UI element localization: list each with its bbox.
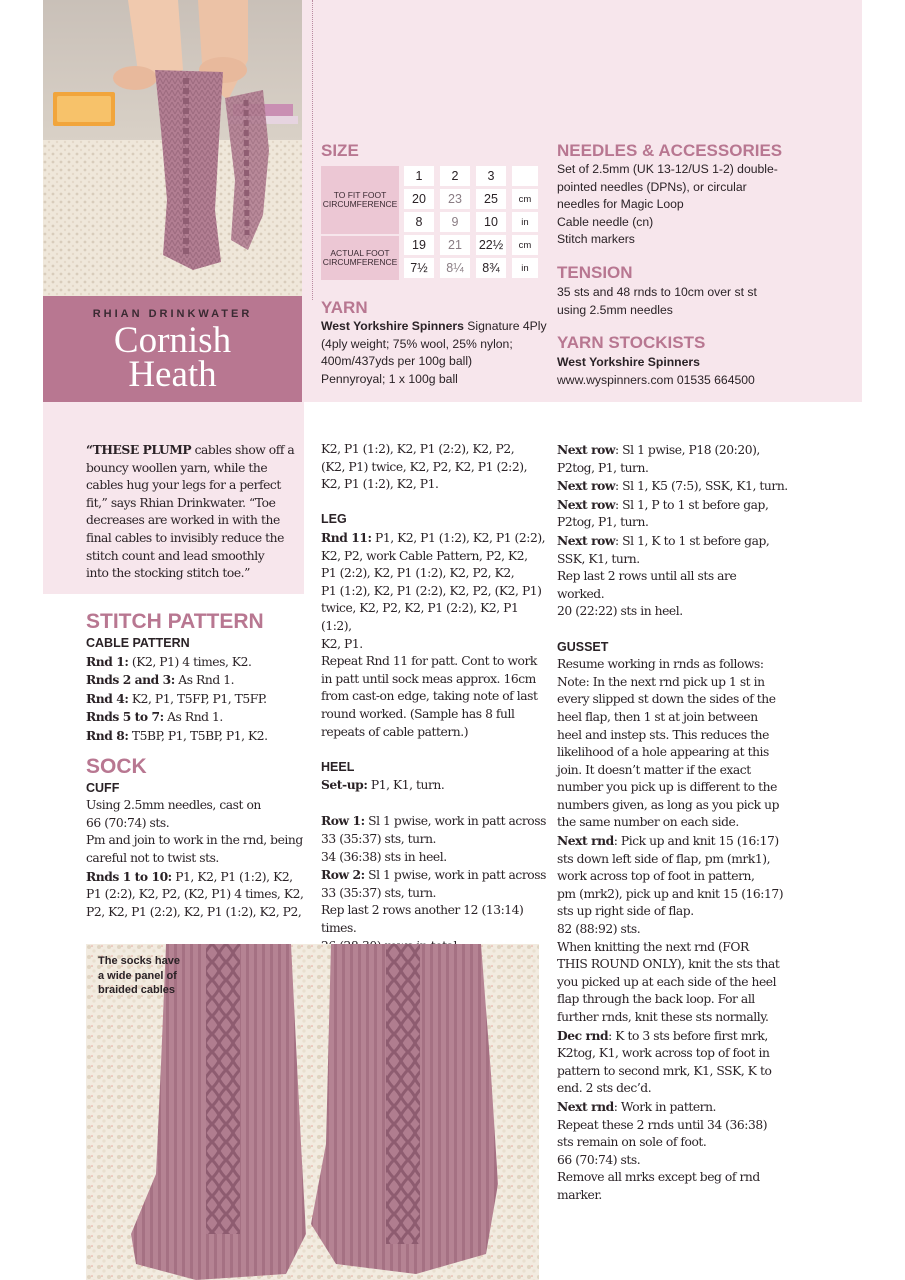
fit-in-1: 8 (404, 212, 434, 232)
unit-blank (512, 166, 538, 186)
tension-heading: TENSION (557, 263, 633, 282)
pattern-title-line1: Cornish (113, 320, 232, 361)
fit-in-3: 10 (476, 212, 506, 232)
top-photo (43, 0, 302, 296)
column-2: K2, P1 (1:2), K2, P1 (2:2), K2, P2, (K2, P1) twice, K2, P2, K2, P1 (2:2), K2, P1 (1:2), K2, P1. LEG Rnd 11: P1, K2, P1 (1:2), K2, P1 (2:2), K2, P2, work Cable Pattern, P2, K2, P1 (2:2), K2, P1 (1:2), K2, P2, K2, P1 (1:2), K2, P1 (2:2), K2, P2, (K2, P1) twice, K2, P2, K2, P1 (2:2), K2, P1 (1:2), K2, P1. Repeat Rnd 11 for patt. Cont to work in patt until sock meas approx. 16cm from cast-on edge, taking note of last round worked. (Sample has 8 full repeats of cable pattern.) HEEL Set-up: P1, K1, turn. Row 1: Sl 1 pwise, work in patt across 33 (35:37) sts, turn. 34 (36:38) sts in heel. Row 2: Sl 1 pwise, work in patt across 33 (35:37) sts, turn. Rep last 2 rows another 12 (13:14) times. (321, 442, 546, 936)
actual-in-1: 7½ (404, 258, 434, 278)
fit-cm-3: 25 (476, 189, 506, 209)
actual-cm-3: 22½ (476, 235, 506, 255)
yarn-heading: YARN (321, 298, 368, 317)
cable-row: Rnd 1: (K2, P1) 4 times, K2. (86, 653, 252, 669)
size-2: 2 (440, 166, 470, 186)
yarn-brand: West Yorkshire Spinners (321, 319, 464, 333)
unit-in-2: in (512, 258, 538, 278)
unit-in: in (512, 212, 538, 232)
stockists-heading: YARN STOCKISTS (557, 333, 706, 352)
sock-heading: SOCK (86, 754, 147, 778)
tension-text: 35 sts and 48 rnds to 10cm over st st using 2.5mm needles (557, 285, 757, 317)
cable-row: Rnds 5 to 7: As Rnd 1. (86, 709, 223, 725)
stockist-name: West Yorkshire Spinners (557, 355, 700, 369)
intro-quote: “THESE PLUMP cables show off a bouncy woollen yarn, while the cables hug your legs for a perfect fit,” says Rhian Drinkwater. “Toe decreases are worked in with the final cables to invisibly reduce the stitch count and lead smoothly into the stocking stitch toe.” (86, 442, 295, 581)
stockist-contact: www.wyspinners.com 01535 664500 (557, 372, 755, 387)
actual-in-2: 8¼ (440, 258, 470, 278)
size-1: 1 (404, 166, 434, 186)
divider-line (312, 0, 313, 300)
needles-list: Set of 2.5mm (UK 13-12/US 1-2) double- pointed needles (DPNs), or circular needles for Magic Loop Cable needle (cn) Stitch markers (557, 162, 778, 246)
photo-caption: The socks have a wide panel of braided cables (98, 955, 180, 996)
cuff-heading: CUFF (86, 780, 120, 795)
fit-in-2: 9 (440, 212, 470, 232)
cable-row: Rnd 4: K2, P1, T5FP, P1, T5FP. (86, 690, 267, 706)
actual-in-3: 8¾ (476, 258, 506, 278)
stitch-pattern-heading: STITCH PATTERN (86, 610, 264, 633)
unit-cm-2: cm (512, 235, 538, 255)
fit-label: TO FIT FOOT CIRCUMFERENCE (321, 166, 399, 234)
size-3: 3 (476, 166, 506, 186)
actual-cm-2: 21 (440, 235, 470, 255)
cable-row: Rnds 2 and 3: As Rnd 1. (86, 672, 235, 688)
needles-heading: NEEDLES & ACCESSORIES (557, 141, 783, 160)
title-block (43, 296, 302, 402)
cable-row: Rnd 8: T5BP, P1, T5BP, P1, K2. (86, 727, 268, 743)
fit-cm-2: 23 (440, 189, 470, 209)
fit-cm-1: 20 (404, 189, 434, 209)
yarn-details: West Yorkshire Spinners Signature 4Ply (4ply weight; 75% wool, 25% nylon; 400m/437yds per 100g ball) Pennyroyal; 1 x 100g ball (321, 319, 547, 386)
unit-cm: cm (512, 189, 538, 209)
designer-byline: RHIAN DRINKWATER (92, 308, 253, 320)
socks-photo-illustration (43, 0, 302, 296)
heel-heading: HEEL (321, 759, 355, 774)
leg-heading: LEG (321, 512, 347, 527)
stockists-text (557, 354, 817, 389)
cable-pattern-heading: CABLE PATTERN (86, 636, 190, 650)
size-heading: SIZE (321, 141, 359, 160)
actual-label: ACTUAL FOOT CIRCUMFERENCE (321, 236, 399, 280)
column-3: Next row: Sl 1 pwise, P18 (20:20), P2tog, P1, turn. Next row: Sl 1, K5 (7:5), SSK, K1, turn. Next row: Sl 1, P to 1 st before gap, P2tog, P1, turn. Next row: Sl 1, K to 1 st before gap, SSK, K1, turn. Rep last 2 rows until all sts are worked. 20 (22:22) sts in heel. GUSSET Resume working in rnds as follows: Note: In the next rnd pick up 1 st in every slipped st down the sides of the heel flap, then 1 st at join between heel and instep sts. This reduces the likelihood of a hole appearing at this join. It doesn’t matter if the exact number you pick up is different to the numbers given, as long as you pick up the same number on each side. Next rnd: Pick up and knit 15 (16:17) sts down left side of flap, pm (mrk1), work across top of foot in pattern, pm (mrk2), pick up and knit 15 (16:17) sts up right side of flap. 82 (88:92) sts. When knitting the next rnd (FOR THIS ROUND ONLY), knit the sts that you picked up at each side of the heel flap through the back loop. For all further rnds, knit these sts normally. Dec rnd: K to 3 sts before first mrk, K2tog, K1, work across top of foot in pattern to second mrk, K1, SSK, K to end. 2 sts dec’d. Next rnd: Work in pattern. Repeat these 2 rnds until 34 (36:38) sts remain on sole of foot. 66 (70:74) sts. Remove all mrks except beg of rnd marker. (557, 441, 792, 1205)
actual-cm-1: 19 (404, 235, 434, 255)
gusset-heading: GUSSET (557, 639, 609, 654)
pattern-title-line2: Heath (128, 354, 217, 395)
column-1: STITCH PATTERN CABLE PATTERN Rnd 1: (K2, P1) 4 times, K2. Rnds 2 and 3: As Rnd 1. Rnd 4: K2, P1, T5FP, P1, T5FP. Rnds 5 to 7: As Rnd 1. Rnd 8: T5BP, P1, T5BP, P1, K2. SOCK CUFF Using 2.5mm needles, cast on 66 (70:74) sts. Pm and join to work in the rnd, being careful not to twist sts. Rnds 1 to 10: P1, K2, P1 (1:2), K2, P1 (2:2), K2, P2, (K2, P1) 4 times, K2, P2, K2, P1 (2:2), K2, P1 (1:2), K2, P2, (86, 609, 306, 921)
